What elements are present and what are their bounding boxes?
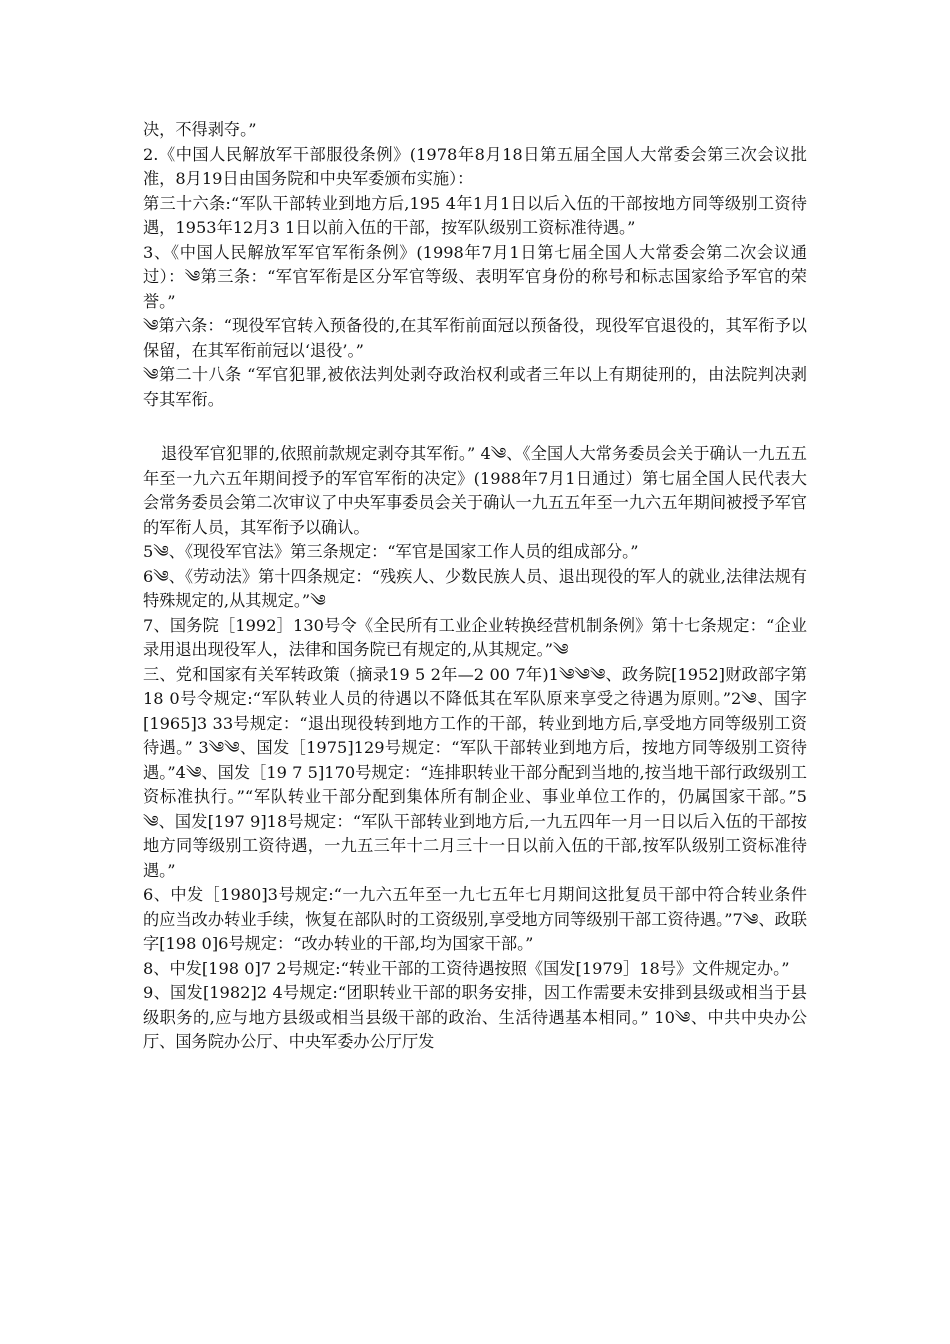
- paragraph-12: 6、中发［1980]3号规定:“一九六五年至一九七五年七月期间这批复员干部中符合转业条件的应当改办转业手续，恢复在部队时的工资级别,享受地方同等级别干部工资待遇。”7༄、政联字[198 0]6号规定：“改办转业的干部,均为国家干部。”: [143, 885, 807, 953]
- blank-line: [143, 412, 807, 442]
- paragraph-3: 第三十六条:“军队干部转业到地方后,195 4年1月1日以后入伍的干部按地方同等级别工资待遇，1953年12月3 1日以前入伍的干部，按军队级别工资标准待遇。”: [143, 193, 807, 237]
- paragraph-1: 决，不得剥夺。”: [143, 120, 257, 139]
- paragraph-5: ༄第六条：“现役军官转入预备役的,在其军衔前面冠以预备役，现役军官退役的，其军衔予以保留，在其军衔前冠以‘退役’。”: [143, 316, 807, 360]
- document-page: [143, 118, 807, 1055]
- paragraph-8: 5༄、《现役军官法》第三条规定：“军官是国家工作人员的组成部分。”: [143, 542, 639, 561]
- paragraph-9: 6༄、《劳动法》第十四条规定：“残疾人、少数民族人员、退出现役的军人的就业,法律法规有特殊规定的,从其规定。”༄: [143, 566, 807, 610]
- paragraph-11: 三、党和国家有关军转政策（摘录19 5 2年—2 00 7年)1༄༄༄、政务院[1952]财政部字第18 0号令规定:“军队转业人员的待遇以不降低其在军队原来享受之待遇为原则。”2༄、国字[1965]3 33号规定：“退出现役转到地方工作的干部，转业到地方后,享受地方同等级别工资待遇。” 3༄༄、国发［1975]129号规定：“军队干部转业到地方后，按地方同等级别工资待遇。”4༄、国发［19 7 5]170号规定：“连排职转业干部分配到当地的,按当地干部行政级别工资标准执行。”“军队转业干部分配到集体所有制企业、事业单位工作的，仍属国家干部。”5༄、国发[197 9]18号规定：“军队干部转业到地方后,一九五四年一月一日以后入伍的干部按地方同等级别工资待遇，一九五三年十二月三十一日以前入伍的干部,按军队级别工资标准待遇。”: [143, 664, 807, 880]
- paragraph-13: 8、中发[198 0]7 2号规定:“转业干部的工资待遇按照《国发[1979］18号》文件规定办。”: [143, 958, 790, 978]
- paragraph-14: 9、国发[1982]2 4号规定:“团职转业干部的职务安排，因工作需要未安排到县级或相当于县级职务的,应与地方县级或相当县级干部的政治、生活待遇基本相同。” 10༄、中共中央办公厅、国务院办公厅、中央军委办公厅厅发: [143, 983, 807, 1051]
- paragraph-7: 退役军官犯罪的,依照前款规定剥夺其军衔。” 4༄、《全国人大常务委员会关于确认一九五五年至一九六五年期间授予的军官军衔的决定》(1988年7月1日通过）第七届全国人民代表大会常务委员会第二次审议了中央军事委员会关于确认一九五五年至一九六五年期间被授予军官的军衔人员，其军衔予以确认。: [143, 444, 807, 537]
- paragraph-6: ༄第二十八条 “军官犯罪,被依法判处剥夺政治权利或者三年以上有期徒刑的，由法院判决剥夺其军衔。: [143, 365, 807, 409]
- paragraph-4: 3、《中国人民解放军军官军衔条例》(1998年7月1日第七届全国人大常委会第二次会议通过）：༄第三条：“军官军衔是区分军官等级、表明军官身份的称号和标志国家给予军官的荣誉。”: [143, 242, 807, 311]
- paragraph-2: 2.《中国人民解放军干部服役条例》(1978年8月18日第五届全国人大常委会第三次会议批准，8月19日由国务院和中央军委颁布实施）：: [143, 144, 807, 188]
- paragraph-10: 7、国务院［1992］130号令《全民所有工业企业转换经营机制条例》第十七条规定：“企业录用退出现役军人，法律和国务院已有规定的,从其规定。”༄: [143, 615, 807, 659]
